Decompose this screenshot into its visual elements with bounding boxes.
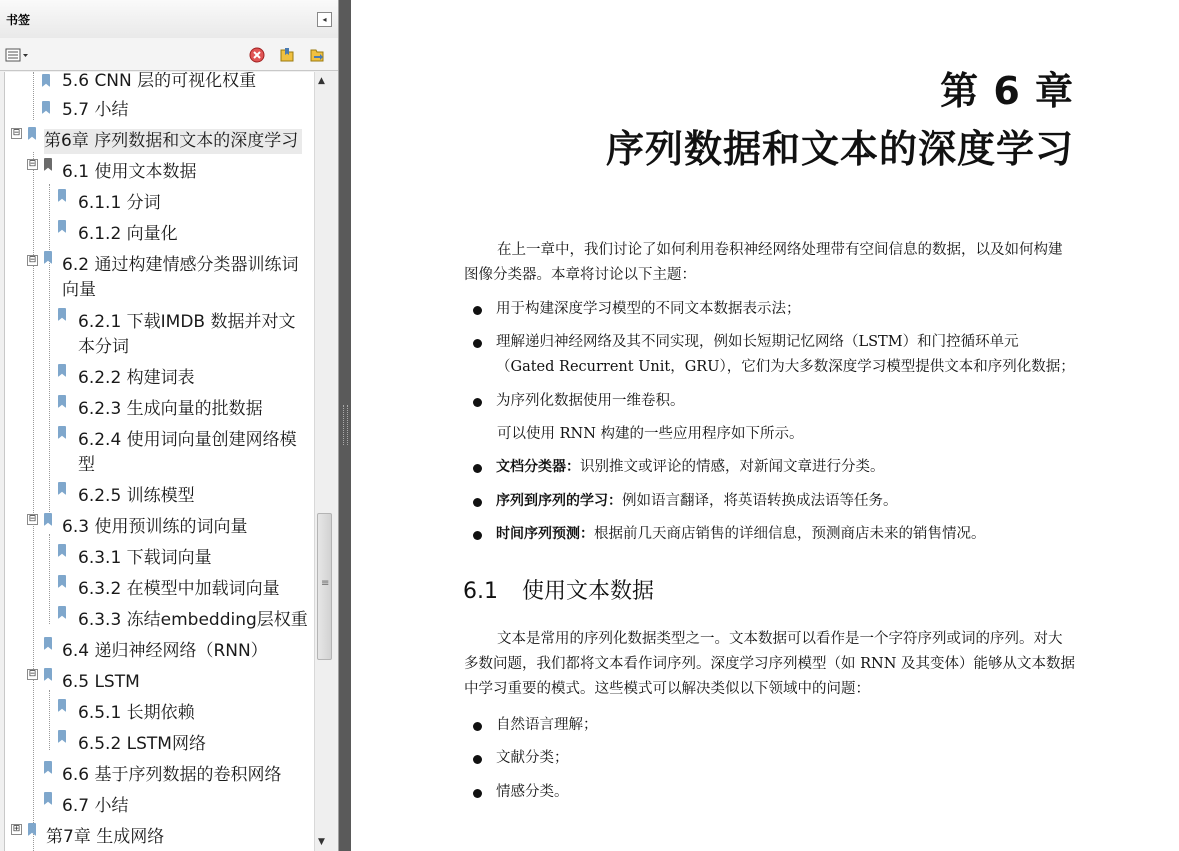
tree-guide <box>49 534 50 624</box>
bookmark-label: 6.2.2 构建词表 <box>78 368 195 388</box>
tree-guide <box>49 184 50 512</box>
bookmark-label: 6.3.3 冻结embedding层权重 <box>78 610 308 630</box>
bullet-icon <box>473 398 482 407</box>
collapse-toggle[interactable]: ⊟ <box>28 159 37 169</box>
bookmark-label: 6.2.1 下载IMDB 数据并对文 <box>78 312 296 332</box>
domain-item <box>496 780 1076 805</box>
document-page <box>351 0 1179 851</box>
apps-intro: 可以使用 RNN 构建的一些应用程序如下所示。 <box>497 426 804 442</box>
bookmarks-title: 书签 <box>6 13 31 27</box>
bookmark-icon <box>42 761 54 776</box>
scroll-down-arrow-icon[interactable]: ▼ <box>318 837 325 847</box>
app-term: 文档分类器： <box>496 459 580 475</box>
delete-icon[interactable] <box>249 47 265 63</box>
bookmark-label: 6.5.2 LSTM网络 <box>78 734 206 754</box>
bookmark-icon <box>56 482 68 497</box>
intro-paragraph: 在上一章中，我们讨论了如何利用卷积神经网络处理带有空间信息的数据，以及如何构建图像分类器。本章将讨论以下主题： <box>464 242 1063 283</box>
app-desc: 根据前几天商店销售的详细信息，预测商店未来的销售情况。 <box>594 526 986 542</box>
bookmark-label: 6.5 LSTM <box>62 672 140 692</box>
scroll-thumb[interactable] <box>317 513 332 660</box>
bookmark-icon <box>56 364 68 379</box>
bookmark-label: 5.6 CNN 层的可视化权重 <box>62 72 257 91</box>
app-item <box>496 489 1076 514</box>
domain-item <box>496 746 1076 771</box>
bookmark-label: 6.1.1 分词 <box>78 193 161 213</box>
app-term: 时间序列预测： <box>496 526 594 542</box>
topic-text: 理解递归神经网络及其不同实现，例如长短期记忆网络（LSTM）和门控循环单元（Gated Recurrent Unit，GRU），它们为大多数深度学习模型提供文本和序列化数据； <box>496 334 1075 375</box>
bookmark-tree <box>4 72 315 851</box>
topic-text: 用于构建深度学习模型的不同文本数据表示法； <box>496 301 801 317</box>
bookmark-icon <box>40 101 52 116</box>
bookmarks-header <box>0 0 338 39</box>
bookmark-icon <box>56 544 68 559</box>
domain-item <box>496 713 1076 738</box>
bookmark-icon <box>26 127 38 142</box>
bookmarks-toolbar <box>0 38 338 71</box>
bookmark-icon <box>26 823 38 838</box>
domain-text: 文献分类； <box>496 750 569 766</box>
bookmark-label: 6.1.2 向量化 <box>78 224 178 244</box>
topic-text: 为序列化数据使用一维卷积。 <box>496 393 685 409</box>
bookmark-icon <box>42 158 54 173</box>
bookmarks-panel <box>0 0 339 851</box>
collapse-toggle[interactable]: ⊟ <box>12 128 21 138</box>
bookmark-icon <box>42 513 54 528</box>
bookmark-label: 6.3.2 在模型中加载词向量 <box>78 579 280 599</box>
collapse-toggle[interactable]: ⊟ <box>28 255 37 265</box>
tree-guide <box>33 72 34 120</box>
section-title: 使用文本数据 <box>522 579 655 604</box>
chapter-number: 第 6 章 <box>940 69 1074 113</box>
bookmark-icon <box>42 251 54 266</box>
app-item <box>496 522 1076 547</box>
bookmark-icon <box>56 189 68 204</box>
bookmark-label: 6.2.3 生成向量的批数据 <box>78 399 263 419</box>
bookmark-icon <box>56 395 68 410</box>
bookmark-icon <box>56 220 68 235</box>
bookmark-icon <box>56 699 68 714</box>
bullet-icon <box>473 722 482 731</box>
topic-item <box>496 389 1076 414</box>
section-paragraph: 文本是常用的序列化数据类型之一。文本数据可以看作是一个字符序列或词的序列。对大多数问题，我们都将文本看作词序列。深度学习序列模型（如 RNN 及其变体）能够从文本数据中学习重要的模式。这些模式可以解决类似以下领域中的问题： <box>464 631 1076 697</box>
bookmark-label: 6.7 小结 <box>62 796 129 816</box>
bookmark-icon <box>42 637 54 652</box>
bookmark-label: 6.3.1 下载词向量 <box>78 548 212 568</box>
section-heading <box>463 574 654 605</box>
chapter-title: 序列数据和文本的深度学习 <box>605 127 1074 171</box>
bullet-icon <box>473 464 482 473</box>
bookmark-label-cont: 型 <box>78 455 95 475</box>
bookmark-icon <box>56 730 68 745</box>
bookmark-icon <box>42 668 54 683</box>
topic-item <box>496 330 1076 380</box>
bookmarks-scrollbar[interactable] <box>314 72 335 851</box>
panel-splitter[interactable] <box>339 0 351 851</box>
options-menu-icon[interactable] <box>5 47 29 63</box>
topic-item <box>496 297 1076 322</box>
bookmark-label: 第7章 生成网络 <box>46 827 165 847</box>
bullet-icon <box>473 531 482 540</box>
bullet-icon <box>473 789 482 798</box>
bookmark-icon <box>56 308 68 323</box>
bullet-icon <box>473 339 482 348</box>
bookmark-icon <box>56 606 68 621</box>
domain-text: 自然语言理解； <box>496 717 598 733</box>
bookmark-label: 5.7 小结 <box>62 100 129 120</box>
tree-guide <box>49 690 50 750</box>
bullet-icon <box>473 755 482 764</box>
bookmark-label: 6.1 使用文本数据 <box>62 162 197 182</box>
bookmark-label: 6.2.4 使用词向量创建网络模 <box>78 430 297 450</box>
bookmark-label: 第6章 序列数据和文本的深度学习 <box>44 129 302 154</box>
collapse-toggle[interactable]: ⊟ <box>28 669 37 679</box>
app-desc: 识别推文或评论的情感，对新闻文章进行分类。 <box>580 459 885 475</box>
bookmark-label-cont: 本分词 <box>78 337 129 357</box>
bookmark-label-cont: 向量 <box>62 280 96 300</box>
bookmark-icon <box>42 792 54 807</box>
bullet-icon <box>473 498 482 507</box>
domain-text: 情感分类。 <box>496 784 569 800</box>
bookmark-icon <box>56 426 68 441</box>
bookmark-label: 6.4 递归神经网络（RNN） <box>62 641 268 661</box>
splitter-grip-icon <box>343 405 348 445</box>
bookmark-label: 6.3 使用预训练的词向量 <box>62 517 248 537</box>
bookmark-icon <box>40 74 52 89</box>
bullet-icon <box>473 306 482 315</box>
scroll-up-arrow-icon[interactable]: ▲ <box>318 76 325 86</box>
section-number: 6.1 <box>463 579 498 604</box>
expand-bookmark-icon[interactable] <box>279 47 295 63</box>
goto-bookmark-icon[interactable] <box>309 47 325 63</box>
app-item <box>496 455 1076 480</box>
bookmark-label: 6.5.1 长期依赖 <box>78 703 195 723</box>
collapse-toggle[interactable]: ⊟ <box>28 514 37 524</box>
collapse-panel-button[interactable]: ◂ <box>317 12 332 27</box>
bookmark-label: 6.2 通过构建情感分类器训练词 <box>62 255 299 275</box>
app-desc: 例如语言翻译，将英语转换成法语等任务。 <box>622 493 898 509</box>
bookmark-label: 6.2.5 训练模型 <box>78 486 195 506</box>
bookmark-icon <box>56 575 68 590</box>
bookmark-label: 6.6 基于序列数据的卷积网络 <box>62 765 282 785</box>
app-term: 序列到序列的学习： <box>496 493 622 509</box>
expand-toggle[interactable]: ⊞ <box>12 824 21 834</box>
scroll-grip-icon: ≡ <box>321 578 330 589</box>
